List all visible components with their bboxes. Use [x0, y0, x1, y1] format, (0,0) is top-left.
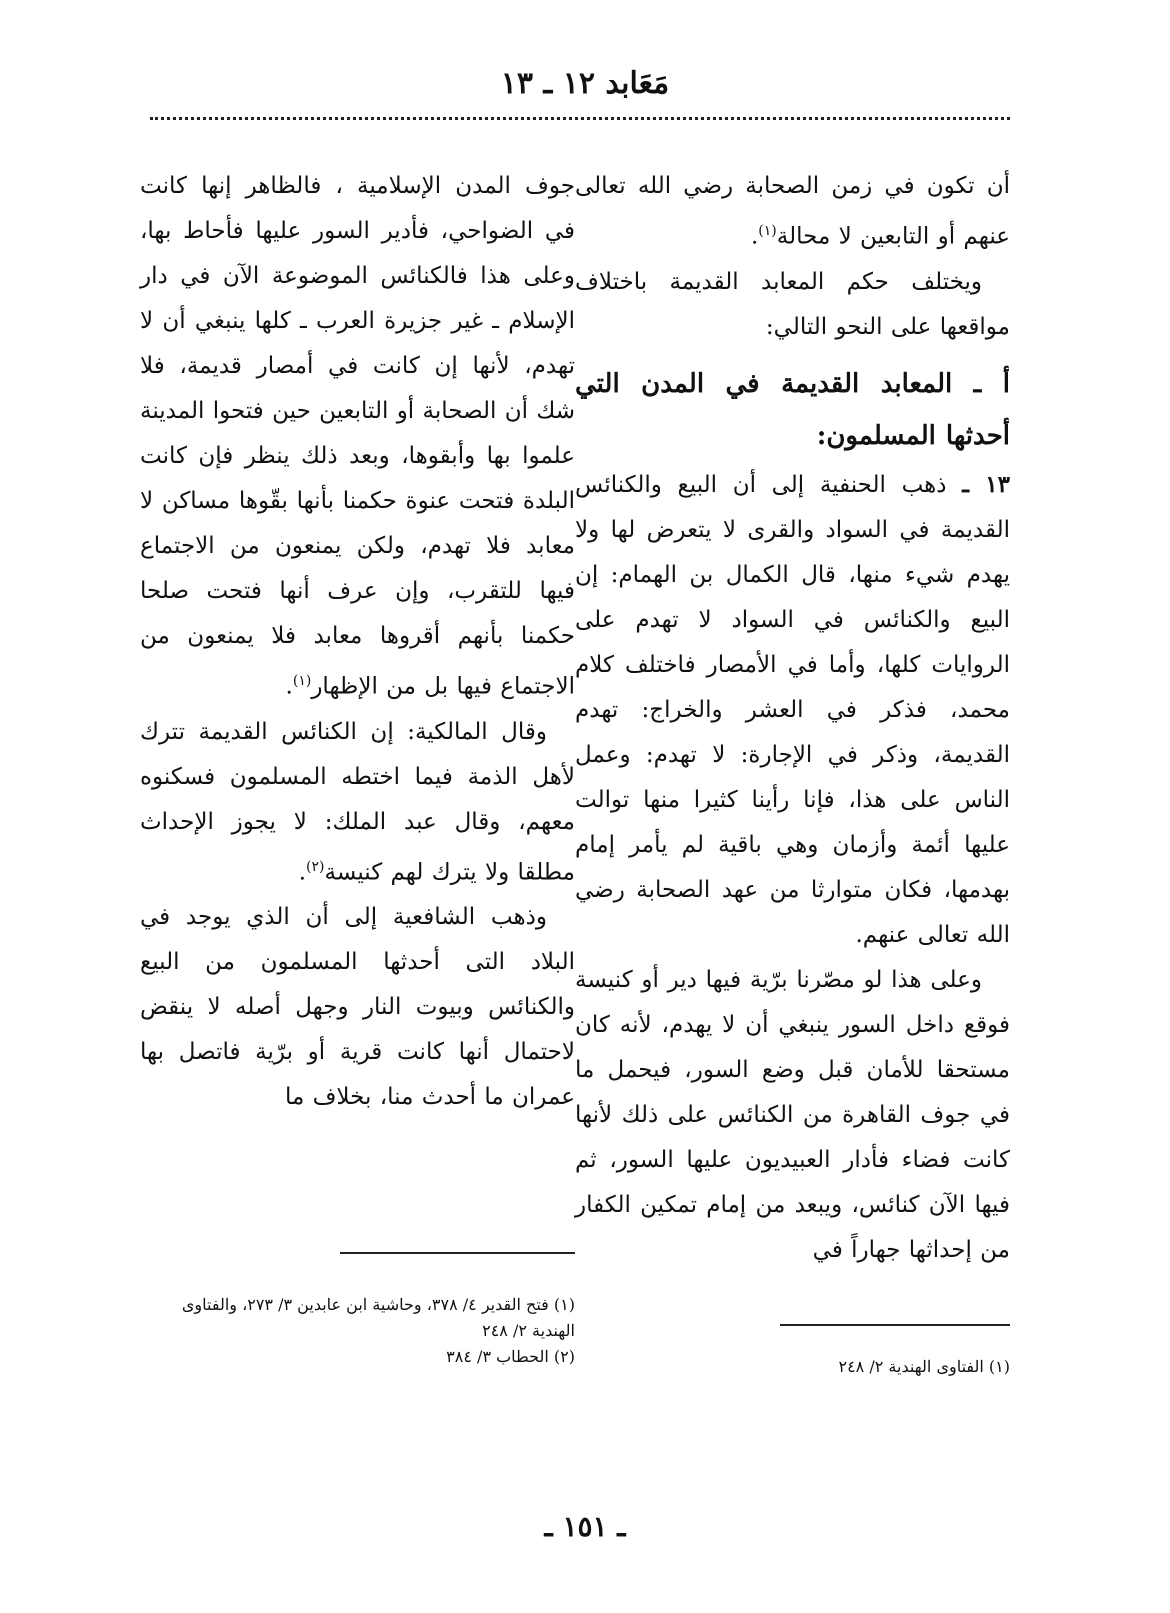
numbered-paragraph	[575, 462, 1010, 958]
paragraph-text: أن تكون في زمن الصحابة رضي الله تعالى عنهم أو التابعين لا محالة	[575, 173, 1010, 250]
paragraph	[140, 164, 575, 710]
paragraph-text: جوف المدن الإسلامية ، فالظاهر إنها كانت في الضواحي، فأدير السور عليها فأحاط بها، وعلى هذا فالكنائس الموضوعة الآن في دار الإسلام ـ غير جزيرة العرب ـ كلها ينبغي أن لا تهدم، لأنها إن كانت في أمصار قديمة، فلا شك أن الصحابة أو التابعين حين فتحوا المدينة علموا بها وأبقوها، وبعد ذلك ينظر فإن كانت البلدة فتحت عنوة حكمنا بأنها بقّوها مساكن لا معابد فلا تهدم، ولكن يمنعون من الاجتماع فيها للتقرب، وإن عرف أنها فتحت صلحا حكمنا بأنهم أقروها معابد فلا يمنعون من الاجتماع فيها بل من الإظهار	[140, 173, 575, 700]
paragraph-end: .	[298, 859, 307, 886]
paragraph-end: .	[750, 223, 759, 250]
page-number: ـ ١٥١ ـ	[544, 1510, 626, 1543]
paragraph: وذهب الشافعية إلى أن الذي يوجد في البلاد التى أحدثها المسلمون من البيع والكنائس وبيوت النار وجهل أصله لا ينقض لاحتمال أنها كانت قرية أو برّية فاتصل بها عمران ما أحدث منا، بخلاف ما	[140, 904, 575, 1111]
left-text-column	[140, 164, 575, 1120]
paragraph	[575, 164, 1010, 260]
footnote-separator	[780, 1324, 1010, 1326]
paragraph: ويختلف حكم المعابد القديمة باختلاف مواقعها على النحو التالي:	[575, 268, 1010, 340]
paragraph-text: وقال المالكية: إن الكنائس القديمة تترك لأهل الذمة فيما اختطه المسلمون فسكنوه معهم، وقال عبد الملك: لا يجوز الإحداث مطلقا ولا يترك لهم كنيسة	[140, 718, 575, 886]
footnote-ref: (٢)	[306, 858, 325, 875]
paragraph-end: .	[285, 673, 293, 700]
footnotes-right	[575, 1354, 1010, 1380]
right-text-column	[575, 164, 1010, 1273]
footnote: (٢) الحطاب ٣/ ٣٨٤	[446, 1347, 575, 1366]
footnote: (١) فتح القدير ٤/ ٣٧٨، وحاشية ابن عابدين ٣/ ٢٧٣، والفتاوى الهندية ٢/ ٢٤٨	[181, 1295, 575, 1340]
footnote: (١) الفتاوى الهندية ٢/ ٢٤٨	[838, 1357, 1010, 1376]
footnote-ref: (١)	[292, 673, 312, 689]
paragraph	[140, 710, 575, 896]
footnotes-left	[140, 1292, 575, 1370]
running-header-title: مَعَابد ١٢ ـ ١٣	[500, 66, 670, 101]
footnote-ref: (١)	[758, 223, 777, 239]
header-dotted-rule	[150, 117, 1010, 120]
paragraph-number: ١٣ ـ	[962, 470, 1011, 498]
paragraph: وعلى هذا لو مصّرنا برّية فيها دير أو كنيسة فوقع داخل السور ينبغي أن لا يهدم، لأنه كان مستحقا للأمان قبل وضع السور، فيحمل ما في جوف القاهرة من الكنائس على ذلك لأنها كانت فضاء فأدار العبيديون عليها السور، ثم فيها الآن كنائس، ويبعد من إمام تمكين الكفار من إحداثها جهاراً في	[575, 966, 1010, 1263]
section-heading: أ ـ المعابد القديمة في المدن التي أحدثها المسلمون:	[575, 368, 1010, 451]
footnote-separator	[340, 1252, 575, 1254]
paragraph-text: ذهب الحنفية إلى أن البيع والكنائس القديمة في السواد والقرى لا يتعرض لها ولا يهدم شيء منها، قال الكمال بن الهمام: إن البيع والكنائس في السواد لا تهدم على الروايات كلها، وأما في الأمصار فاختلف كلام محمد، فذكر في العشر والخراج: تهدم القديمة، وذكر في الإجارة: لا تهدم: وعمل الناس على هذا، فإنا رأينا كثيرا منها توالت عليها أئمة وأزمان وهي باقية لم يأمر إمام بهدمها، فكان متوارثا من عهد الصحابة رضي الله تعالى عنهم.	[575, 471, 1010, 948]
